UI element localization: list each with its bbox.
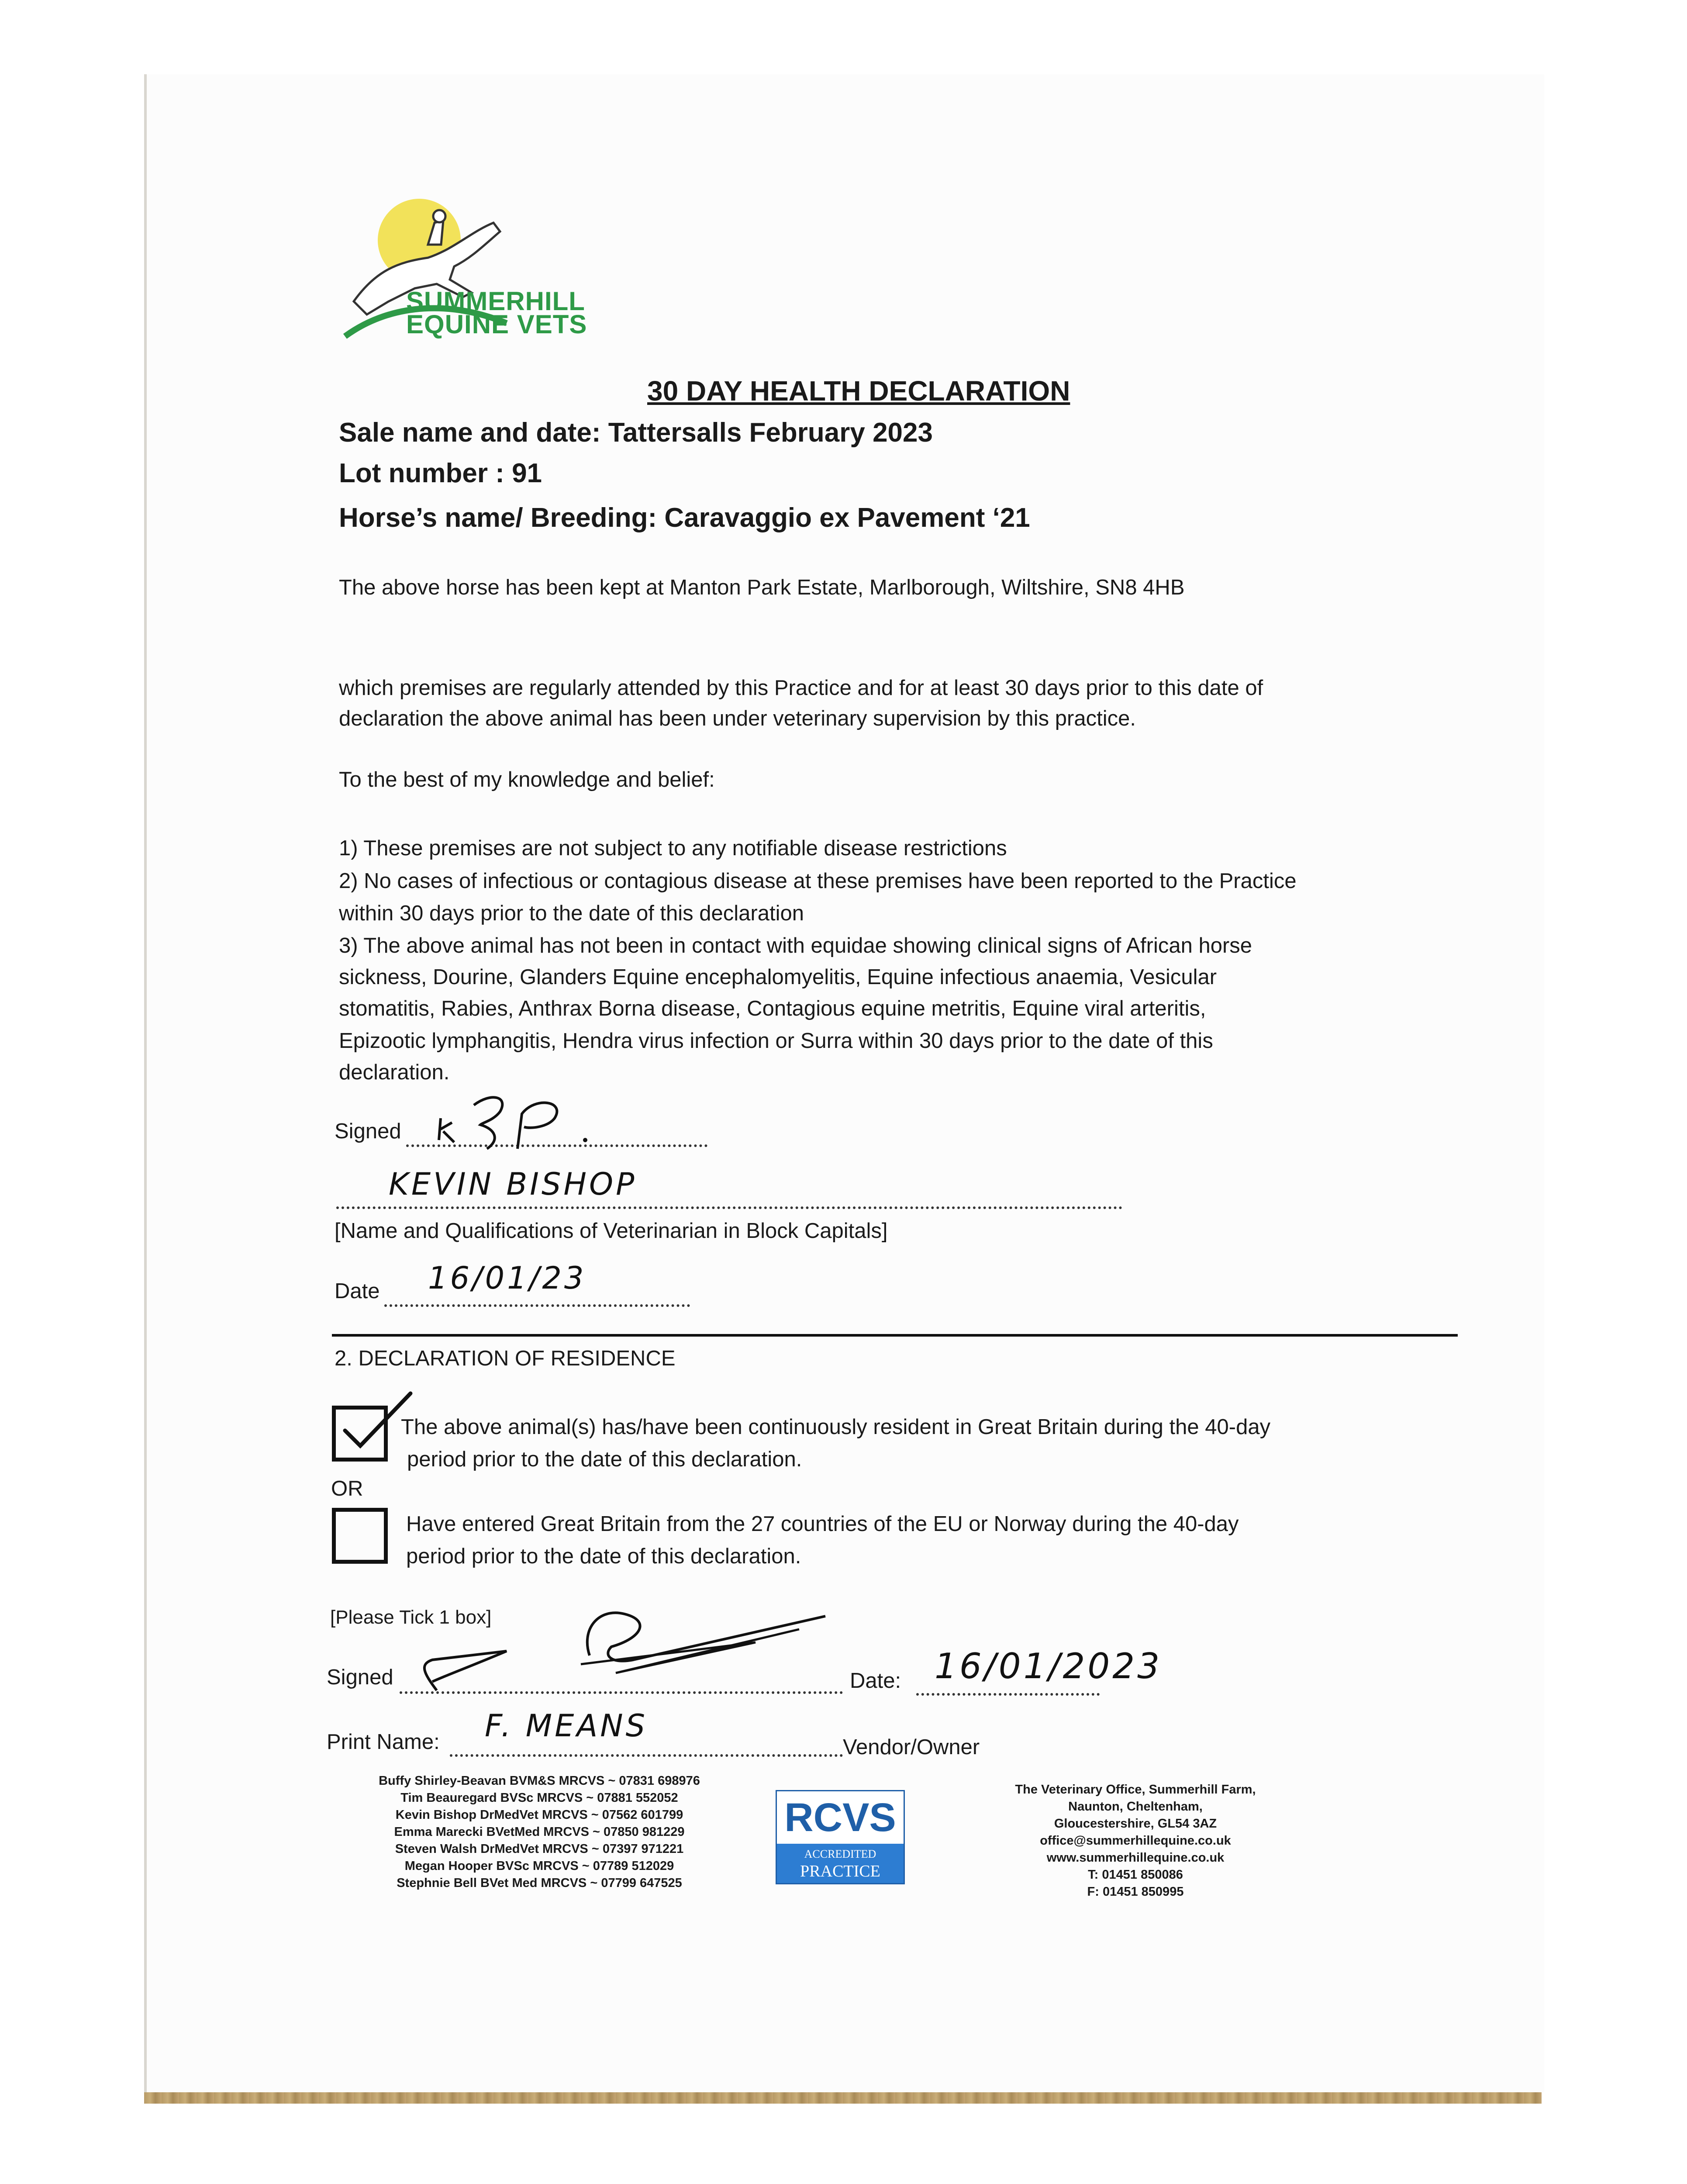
- print-name-line: [450, 1754, 843, 1757]
- clause-line: 1) These premises are not subject to any notifiable disease restrictions: [339, 836, 1007, 860]
- clause-line: 2) No cases of infectious or contagious disease at these premises have been reported to the Practice: [339, 869, 1297, 893]
- entered-option-line-1: Have entered Great Britain from the 27 countries of the EU or Norway during the 40-day: [406, 1512, 1239, 1536]
- rcvs-badge: [776, 1790, 905, 1884]
- resident-option-line-1: The above animal(s) has/have been continuously resident in Great Britain during the 40-day: [401, 1415, 1271, 1439]
- lot-line: Lot number : 91: [339, 458, 542, 488]
- vet-contact: Buffy Shirley-Beavan BVM&S MRCVS ~ 07831 698976: [379, 1774, 700, 1788]
- address-line: The Veterinary Office, Summerhill Farm,: [1015, 1783, 1256, 1797]
- address-line: Naunton, Cheltenham,: [1068, 1800, 1203, 1814]
- clause-line: declaration.: [339, 1061, 450, 1084]
- belief-line: To the best of my knowledge and belief:: [339, 768, 715, 791]
- vet-contact: Kevin Bishop DrMedVet MRCVS ~ 07562 601799: [395, 1808, 683, 1822]
- print-name-handwritten: F. MEANS: [485, 1708, 648, 1744]
- owner-signature-icon: [406, 1594, 843, 1695]
- wood-surface: [144, 2092, 1542, 2104]
- address-phone: T: 01451 850086: [1088, 1868, 1183, 1882]
- vet-name-handwritten: KEVIN BISHOP: [389, 1166, 637, 1202]
- vet-contact: Emma Marecki BVetMed MRCVS ~ 07850 981229: [394, 1825, 685, 1839]
- owner-signed-label: Signed: [327, 1666, 393, 1689]
- logo-line2: EQUINE VETS: [406, 310, 587, 339]
- address-fax: F: 01451 850995: [1087, 1885, 1184, 1899]
- entered-option-line-2: period prior to the date of this declaration.: [406, 1545, 801, 1568]
- premises-line-2: declaration the above animal has been under veterinary supervision by this practice.: [339, 707, 1136, 730]
- address-line: Gloucestershire, GL54 3AZ: [1054, 1817, 1217, 1831]
- horse-line: Horse’s name/ Breeding: Caravaggio ex Pavement ‘21: [339, 503, 1030, 533]
- clause-line: Epizootic lymphangitis, Hendra virus infection or Surra within 30 days prior to the date of this: [339, 1029, 1213, 1053]
- vet-contact: Tim Beauregard BVSc MRCVS ~ 07881 552052: [400, 1791, 678, 1805]
- sale-line: Sale name and date: Tattersalls February 2023: [339, 418, 933, 448]
- entered-checkbox[interactable]: [332, 1508, 388, 1564]
- rcvs-badge-title: RCVS: [784, 1795, 896, 1840]
- residence-heading: 2. DECLARATION OF RESIDENCE: [335, 1347, 676, 1370]
- rcvs-badge-sub1: ACCREDITED: [804, 1848, 876, 1860]
- vet-name-caption: [Name and Qualifications of Veterinarian in Block Capitals]: [335, 1219, 888, 1243]
- vet-signature-icon: [435, 1088, 600, 1153]
- clause-line: sickness, Dourine, Glanders Equine encephalomyelitis, Equine infectious anaemia, Vesicular: [339, 965, 1217, 989]
- vet-name-line: [336, 1206, 1122, 1209]
- or-label: OR: [331, 1477, 363, 1500]
- rcvs-badge-sub2: PRACTICE: [800, 1862, 880, 1880]
- tick-note: [Please Tick 1 box]: [330, 1607, 492, 1628]
- owner-date-label: Date:: [850, 1669, 901, 1693]
- logo-line1: SUMMERHILL: [406, 287, 585, 316]
- practice-address: [974, 1781, 1297, 1901]
- address-email: office@summerhillequine.co.uk: [1040, 1834, 1231, 1848]
- vet-contact: Megan Hooper BVSc MRCVS ~ 07789 512029: [404, 1859, 674, 1873]
- kept-at-line: The above horse has been kept at Manton Park Estate, Marlborough, Wiltshire, SN8 4HB: [339, 576, 1185, 599]
- vet-date-label: Date: [335, 1279, 380, 1303]
- clause-line: within 30 days prior to the date of this declaration: [339, 902, 804, 925]
- vet-date-line: [384, 1304, 690, 1307]
- clause-line: 3) The above animal has not been in contact with equidae showing clinical signs of African horse: [339, 934, 1252, 957]
- owner-date-line: [916, 1693, 1100, 1696]
- vet-date-handwritten: 16/01/23: [428, 1260, 586, 1296]
- page-title: 30 DAY HEALTH DECLARATION: [647, 375, 1070, 407]
- vet-contact-list: [332, 1773, 747, 1892]
- print-name-label: Print Name:: [327, 1730, 440, 1754]
- clause-line: stomatitis, Rabies, Anthrax Borna disease, Contagious equine metritis, Equine viral arteritis,: [339, 997, 1206, 1020]
- section-divider: [332, 1334, 1458, 1337]
- vet-contact: Stephnie Bell BVet Med MRCVS ~ 07799 647525: [397, 1876, 682, 1890]
- resident-option-line-2: period prior to the date of this declaration.: [407, 1448, 802, 1471]
- vendor-owner-label: Vendor/Owner: [843, 1735, 980, 1759]
- address-website: www.summerhillequine.co.uk: [1046, 1851, 1225, 1865]
- vet-contact: Steven Walsh DrMedVet MRCVS ~ 07397 971221: [395, 1842, 684, 1856]
- vet-signed-label: Signed: [335, 1120, 401, 1143]
- owner-date-handwritten: 16/01/2023: [935, 1646, 1163, 1686]
- premises-line-1: which premises are regularly attended by this Practice and for at least 30 days prior to this date of: [339, 676, 1263, 700]
